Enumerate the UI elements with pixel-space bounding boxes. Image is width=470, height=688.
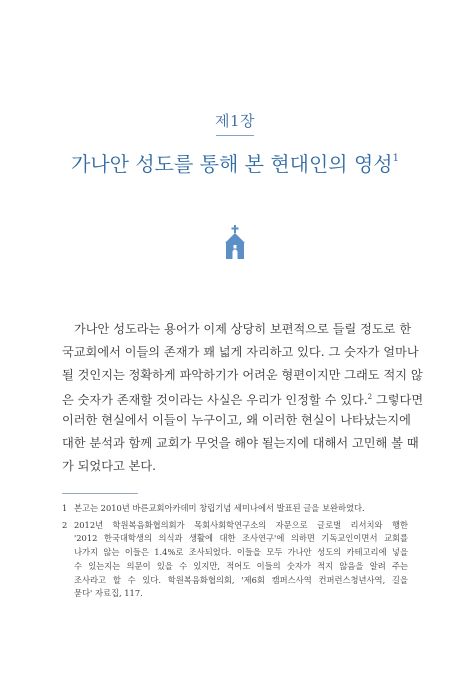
body-line-with-note [62,386,424,409]
body-line: 가 되었다고 본다. [62,458,157,473]
footnote-2 [62,519,408,601]
church-door [233,250,238,260]
footnote-line: 본고는 2010년 바른교회아카데미 창립기념 세미나에서 발표된 글을 보완하였다. [74,503,365,513]
church-cross-horizontal [232,228,239,230]
footnote-number: 1 [62,503,68,513]
footnote-1 [62,502,408,516]
footnote-line: 조사라고 할 수 있다. 학원복음화협의회, '제6회 캠퍼스사역 컨퍼런스청년사역, 길을 [74,574,408,585]
footnote-line: 수 있는지는 의문이 있을 수 있지만, 적어도 이들의 숫자가 적지 않음을 알려 주는 [74,560,408,571]
body-line: 국교회에서 이들의 존재가 꽤 넓게 자리하고 있다. 그 숫자가 얼마나 [62,344,419,359]
church-roof [225,233,245,243]
footnotes [62,502,408,604]
footnote-divider [62,493,138,494]
church-window [234,245,237,249]
footnote-line: 묻다' 자료집, 117. [74,588,143,599]
body-line: 될 것인지는 정확하게 파악하기가 어려운 형편이지만 그래도 적지 않 [62,367,423,382]
body-footnote-ref: 2 [367,393,373,402]
church-icon [220,225,250,259]
body-line: 가나안 성도라는 용어가 이제 상당히 보편적으로 들릴 정도로 한 [74,322,412,336]
chapter-title-text: 가나안 성도를 통해 본 현대인의 영성 [71,152,393,176]
chapter-title [0,148,470,177]
body-line: 대한 분석과 함께 교회가 무엇을 해야 될는지에 대해서 고민해 볼 때 [62,435,419,450]
body-line-text: 은 숫자가 존재할 것이라는 사실은 우리가 인정할 수 있다. [62,393,368,408]
footnote-line: 나가지 않는 이들은 1.4%로 조사되었다. 이들을 모두 가나안 성도의 카테고리에 넣을 [74,547,408,558]
body-paragraph [62,318,424,478]
footnote-number: 2 [62,519,68,530]
footnote-line: 2012년 학원복음화협의회가 목회사회학연구소의 자문으로 글로벌 리서치와 행한 [74,519,408,530]
chapter-divider [216,135,254,136]
body-line-tail: 그렇다면 [372,393,424,408]
chapter-label: 제1장 [214,112,256,130]
title-footnote-ref: 1 [392,153,399,165]
body-line: 이러한 현실에서 이들이 누구이고, 왜 이러한 현실이 나타났는지에 [62,413,411,428]
footnote-line: '2012 한국대학생의 의식과 생활에 대한 조사연구'에 의하면 기독교인이면서 교회를 [74,533,408,544]
